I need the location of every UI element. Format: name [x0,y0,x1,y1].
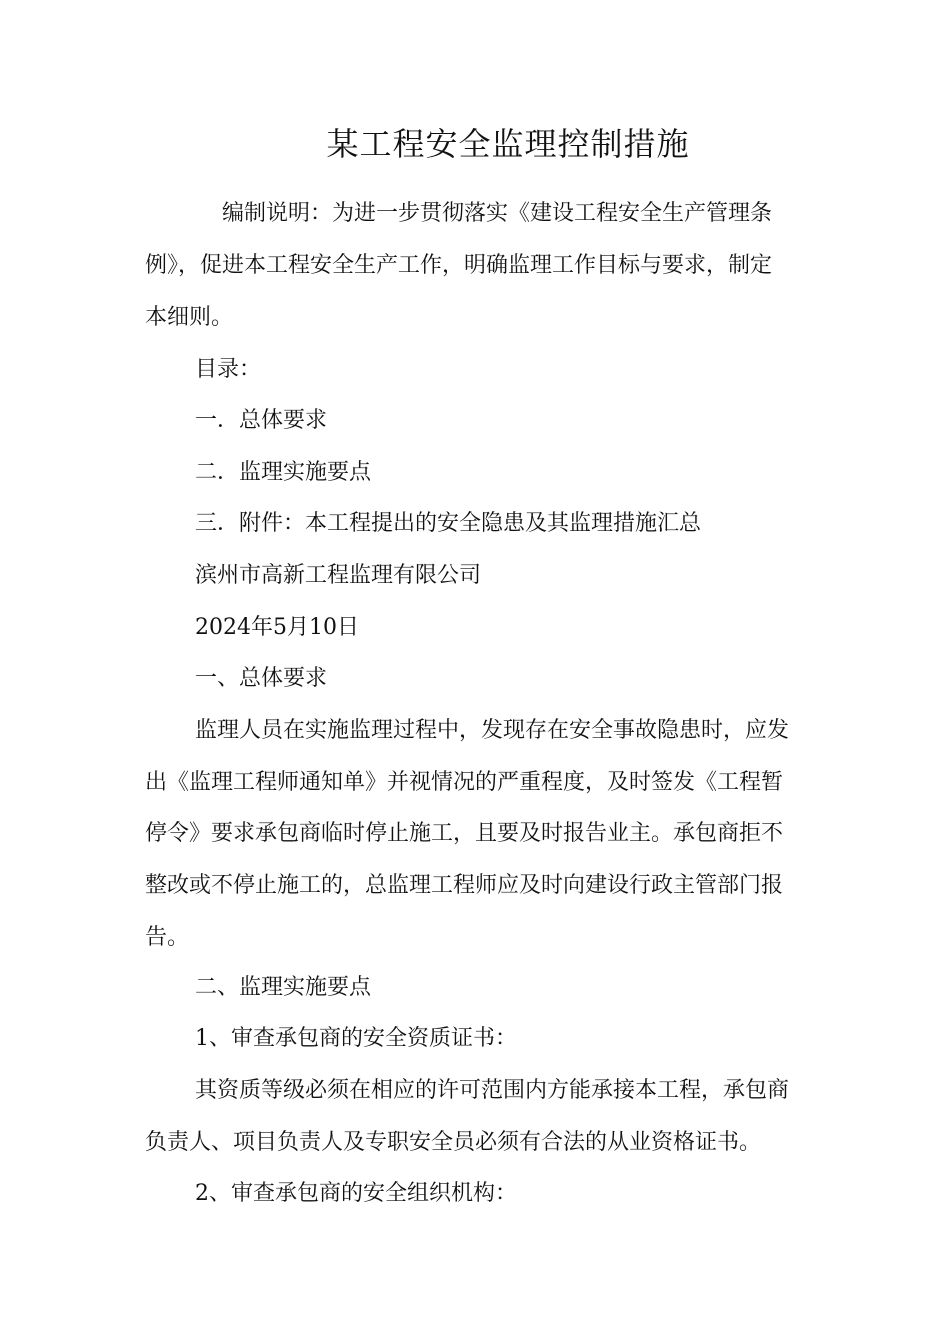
document-date: 2024年5月10日 [195,615,359,640]
paragraph-line: 出《监理工程师通知单》并视情况的严重程度，及时签发《工程暂 [145,770,784,795]
subsection-heading: 2、审查承包商的安全组织机构： [195,1181,517,1206]
paragraph-line: 监理人员在实施监理过程中，发现存在安全事故隐患时，应发 [195,718,790,743]
document-title: 某工程安全监理控制措施 [326,125,690,163]
paragraph-line: 负责人、项目负责人及专职安全员必须有合法的从业资格证书。 [145,1130,762,1155]
paragraph-line: 本细则。 [145,305,234,330]
paragraph-line: 整改或不停止施工的，总监理工程师应及时向建设行政主管部门报 [145,873,784,898]
toc-item: 一．总体要求 [195,408,328,433]
paragraph-line: 告。 [145,925,190,950]
subsection-heading: 1、审查承包商的安全资质证书： [195,1026,517,1051]
company-name: 滨州市高新工程监理有限公司 [195,563,482,588]
section-heading: 二、监理实施要点 [195,975,372,1000]
paragraph-line: 停令》要求承包商临时停止施工，且要及时报告业主。承包商拒不 [145,821,784,846]
paragraph-line: 其资质等级必须在相应的许可范围内方能承接本工程，承包商 [195,1078,790,1103]
toc-heading: 目录： [195,357,262,382]
toc-item: 二．监理实施要点 [195,460,372,485]
paragraph-line: 编制说明：为进一步贯彻落实《建设工程安全生产管理条 [222,201,773,226]
section-heading: 一、总体要求 [195,666,328,691]
paragraph-line: 例》，促进本工程安全生产工作，明确监理工作目标与要求，制定 [145,253,773,278]
toc-item: 三．附件：本工程提出的安全隐患及其监理措施汇总 [195,511,702,536]
